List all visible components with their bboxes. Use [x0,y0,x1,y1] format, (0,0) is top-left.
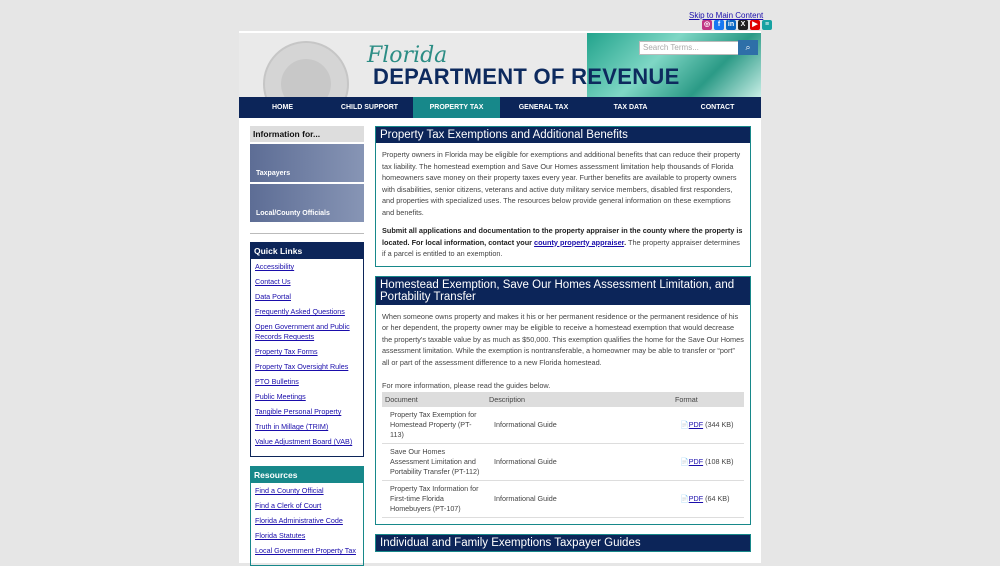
file-size: (344 KB) [705,419,734,429]
resource-link-find-a-county-official[interactable]: Find a County Official [255,486,324,495]
quick-link-public-meetings[interactable]: Public Meetings [255,392,306,401]
nav-general-tax[interactable]: GENERAL TAX [518,104,569,111]
info-for-heading: Information for... [250,126,364,142]
description-cell: Informational Guide [486,407,672,444]
rss-icon[interactable]: ≡ [762,20,772,30]
facebook-icon[interactable]: f [714,20,724,30]
quick-link-data-portal[interactable]: Data Portal [255,292,291,301]
quick-link-value-adjustment-board-vab[interactable]: Value Adjustment Board (VAB) [255,437,353,446]
pdf-icon: 📄 [680,458,689,466]
quick-link-truth-in-millage-trim[interactable]: Truth in Millage (TRIM) [255,422,329,431]
document-cell: Property Tax Exemption for Homestead Property (PT-113) [382,407,486,444]
pdf-link[interactable]: PDF [688,493,704,503]
local-officials-tile-label: Local/County Officials [256,210,330,217]
logo-script-text[interactable]: Florida [367,43,448,68]
description-cell: Informational Guide [486,444,672,481]
pdf-link[interactable]: PDF [688,456,704,466]
x-icon[interactable]: X [738,20,748,30]
instagram-icon[interactable]: ◎ [703,21,711,28]
quick-links-list [251,259,363,456]
homestead-panel [375,276,751,526]
local-officials-tile[interactable] [250,184,364,222]
taxpayers-tile[interactable] [250,144,364,182]
social-links [702,20,772,30]
quick-link-open-government-and-public-records-requests[interactable]: Open Government and Public Records Requests [255,322,350,341]
col-format: Format [672,392,744,408]
col-description: Description [486,392,672,408]
exemptions-panel [375,126,751,267]
nav-contact[interactable]: CONTACT [700,104,735,111]
pdf-icon: 📄 [680,495,689,503]
format-cell [672,481,744,518]
resources-box [250,466,364,566]
exemptions-intro: Property owners in Florida may be eligible for exemptions and additional benefits that can reduce their property tax liability. The homestead exemption and Save Our Homes assessment limitation help thousands of Florida homeowners save money on their property taxes every year. Further benefits are available to property owners with disabilities, senior citizens, veterans and active duty military service members, disabled first responders, and properties with specialized uses. The resources below provide general information on these exemptions and benefits. [382,150,741,217]
header-banner [239,33,761,97]
main-nav [239,97,761,118]
resource-link-local-government-property-tax[interactable]: Local Government Property Tax [255,546,356,555]
state-seal-logo [263,41,349,97]
table-row [382,444,744,481]
nav-tax-data[interactable]: TAX DATA [613,104,648,111]
sidebar [250,126,364,566]
resources-list [251,483,363,565]
nav-child-support[interactable]: CHILD SUPPORT [340,104,399,111]
nav-home[interactable]: HOME [272,104,293,111]
nav-property-tax[interactable]: PROPERTY TAX [413,97,500,118]
resource-link-find-a-clerk-of-court[interactable]: Find a Clerk of Court [255,501,322,510]
search-icon[interactable]: ⌕ [738,40,758,55]
document-cell: Save Our Homes Assessment Limitation and Portability Transfer (PT-112) [382,444,486,481]
guides-note: For more information, please read the guides below. [382,381,551,390]
quick-links-box [250,242,364,457]
quick-link-frequently-asked-questions[interactable]: Frequently Asked Questions [255,307,345,316]
individual-panel [375,534,751,552]
main-content [375,126,751,561]
skip-to-main-link[interactable]: Skip to Main Content [689,11,764,20]
county-property-appraiser-link[interactable]: county property appraiser [534,237,625,247]
file-size: (64 KB) [705,493,730,503]
quick-link-contact-us[interactable]: Contact Us [255,277,291,286]
quick-link-pto-bulletins[interactable]: PTO Bulletins [255,377,299,386]
format-cell [672,407,744,444]
resource-link-florida-administrative-code[interactable]: Florida Administrative Code [255,516,343,525]
quick-link-tangible-personal-property[interactable]: Tangible Personal Property [255,407,342,416]
youtube-icon[interactable]: ▶ [750,20,760,30]
taxpayers-tile-label: Taxpayers [256,170,291,177]
guides-table [382,392,744,519]
file-size: (108 KB) [705,456,734,466]
homestead-intro: When someone owns property and makes it his or her permanent residence or the permanent residence of his or her dependent, the property owner may be eligible to receive a homestead exemption that would decrease the property's taxable value by as much as $50,000. This exemption qualifies the home for the Save Our Homes assessment limitation. While the exemption is nontransferable, a homeowner may be able to transfer or “port” all or part of the assessment difference to a new Florida homestead. [382,311,744,367]
site-title[interactable]: DEPARTMENT OF REVENUE [373,64,680,89]
table-row [382,407,744,444]
pdf-icon: 📄 [680,421,689,429]
pdf-link[interactable]: PDF [688,419,704,429]
individual-title: Individual and Family Exemptions Taxpayer Guides [376,535,750,551]
quick-link-property-tax-forms[interactable]: Property Tax Forms [255,347,318,356]
description-cell: Informational Guide [486,481,672,518]
linkedin-icon[interactable]: in [727,21,735,28]
format-cell [672,444,744,481]
exemptions-title: Property Tax Exemptions and Additional Benefits [376,127,750,143]
homestead-title: Homestead Exemption, Save Our Homes Assessment Limitation, and Portability Transfer [376,277,750,305]
sidebar-divider [250,233,364,234]
table-row [382,481,744,518]
quick-links-heading: Quick Links [251,243,363,259]
document-cell: Property Tax Information for First-time Florida Homebuyers (PT-107) [382,481,486,518]
col-document: Document [382,392,486,408]
quick-link-accessibility[interactable]: Accessibility [255,262,295,271]
page-container [239,31,761,563]
exemptions-submit-note: Submit all applications and documentation to the property appraiser in the county where the property is located. For local information, contact your county property appraiser. The property appraiser determines if a parcel is entitled to an exemption. [382,226,743,258]
resource-link-florida-statutes[interactable]: Florida Statutes [255,531,306,540]
quick-link-property-tax-oversight-rules[interactable]: Property Tax Oversight Rules [255,362,349,371]
resources-heading: Resources [251,467,363,483]
search-input[interactable]: Search Terms... [639,41,742,55]
